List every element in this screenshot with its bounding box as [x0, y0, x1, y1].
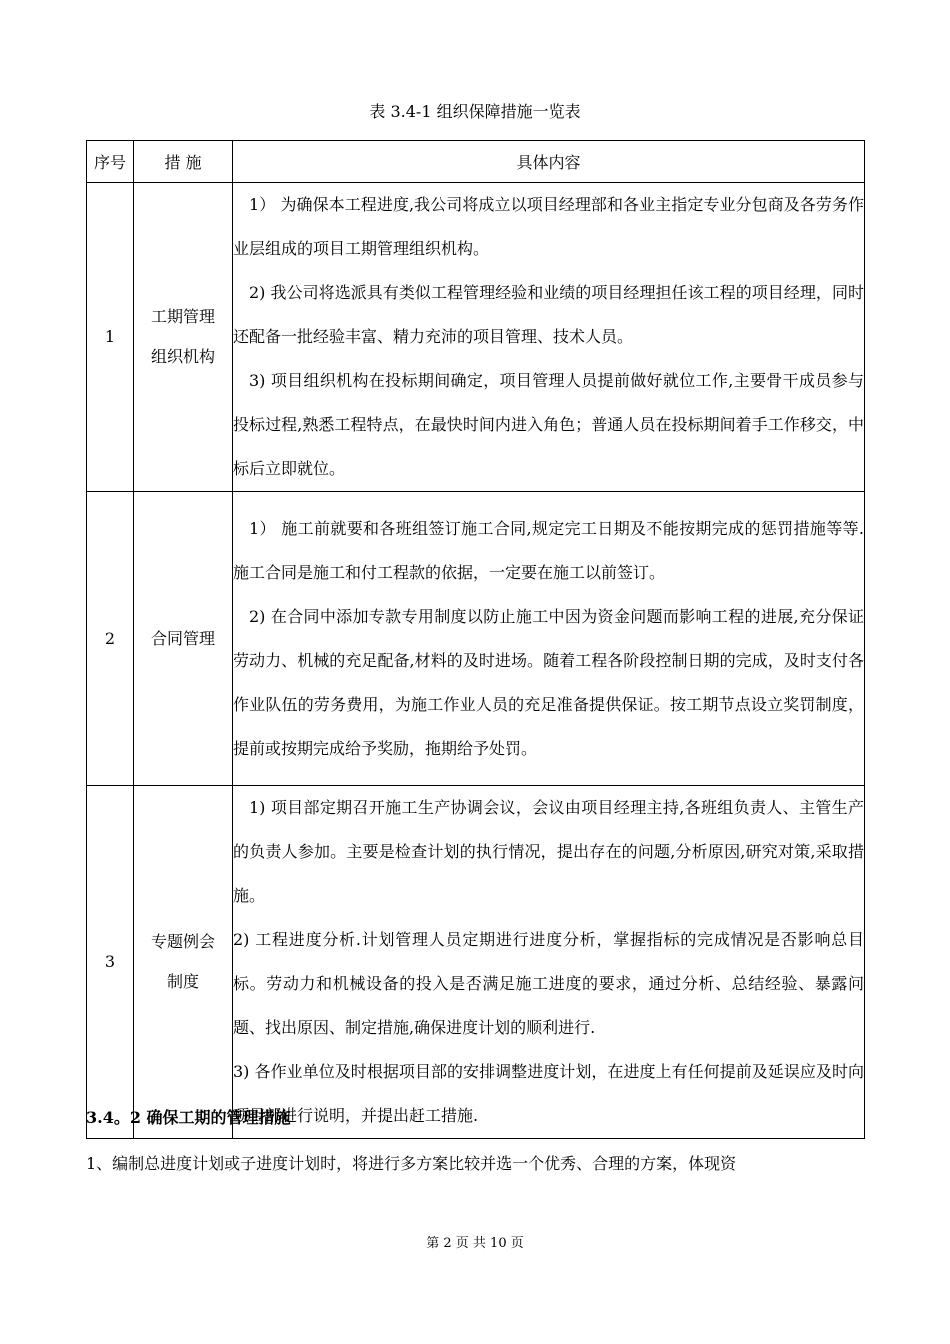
row-measure-name: [134, 786, 233, 1139]
measure-name-line: 专题例会: [150, 932, 215, 951]
body-paragraph: 1、编制总进度计划或子进度计划时，将进行多方案比较并选一个优秀、合理的方案，体现资: [86, 1154, 737, 1173]
page-footer: 第 2 页 共 10 页: [426, 1236, 524, 1251]
content-paragraph: 1) 项目部定期召开施工生产协调会议，会议由项目经理主持,各班组负责人、主管生产的负责人参加。主要是检查计划的执行情况，提出存在的问题,分析原因,研究对策,采取措施。: [233, 798, 864, 905]
row-number: 2: [87, 492, 134, 786]
table-row: [87, 786, 865, 1139]
content-paragraph: 1） 施工前就要和各班组签订施工合同,规定完工日期及不能按期完成的惩罚措施等等.施工合同是施工和付工程款的依据，一定要在施工以前签订。: [233, 518, 864, 582]
row-number: 3: [87, 786, 134, 1139]
content-paragraph: 2) 我公司将选派具有类似工程管理经验和业绩的项目经理担任该工程的项目经理，同时还配备一批经验丰富、精力充沛的项目管理、技术人员。: [233, 283, 864, 346]
measure-name-line: 工期管理: [150, 307, 215, 326]
measure-name-line: 制度: [166, 972, 199, 991]
row-measure-name: [134, 183, 233, 492]
content-paragraph: 2) 工程进度分析.计划管理人员定期进行进度分析，掌握指标的完成情况是否影响总目标。劳动力和机械设备的投入是否满足施工进度的要求，通过分析、总结经验、暴露问题、找出原因、制定措施,确保进度计划的顺利进行.: [233, 930, 864, 1037]
content-paragraph: 2) 在合同中添加专款专用制度以防止施工中因为资金问题而影响工程的进展,充分保证劳动力、机械的充足配备,材料的及时进场。随着工程各阶段控制日期的完成，及时支付各作业队伍的劳务费用，为施工作业人员的充足准备提供保证。按工期节点设立奖罚制度，提前或按期完成给予奖励，拖期给予处罚。: [233, 606, 864, 758]
table-caption: 表 3.4-1 组织保障措施一览表: [369, 102, 581, 121]
measure-name-line: 合同管理: [150, 628, 215, 648]
section-heading: 3.4。2 确保工期的管理措施: [86, 1108, 291, 1127]
row-measure-name: [134, 492, 233, 786]
header-seq: 序号: [87, 141, 134, 183]
table-row: [87, 492, 865, 786]
organization-measures-table: [86, 140, 865, 1139]
measure-name-line: 组织机构: [150, 347, 215, 366]
row-number: 1: [87, 183, 134, 492]
header-measure: 措 施: [134, 141, 233, 183]
content-paragraph: 3) 项目组织机构在投标期间确定，项目管理人员提前做好就位工作,主要骨干成员参与投标过程,熟悉工程特点，在最快时间内进入角色；普通人员在投标期间着手工作移交，中标后立即就位。: [233, 371, 864, 478]
row-content: [233, 492, 865, 786]
header-content: 具体内容: [233, 141, 865, 183]
content-paragraph: 1） 为确保本工程进度,我公司将成立以项目经理部和各业主指定专业分包商及各劳务作业层组成的项目工期管理组织机构。: [233, 195, 864, 258]
table-row: [87, 183, 865, 492]
table-header-row: [87, 141, 865, 183]
row-content: [233, 183, 865, 492]
row-content: [233, 786, 865, 1139]
content-paragraph: 3) 各作业单位及时根据项目部的安排调整进度计划，在进度上有任何提前及延误应及时向项目部进行说明，并提出赶工措施.: [233, 1062, 864, 1125]
